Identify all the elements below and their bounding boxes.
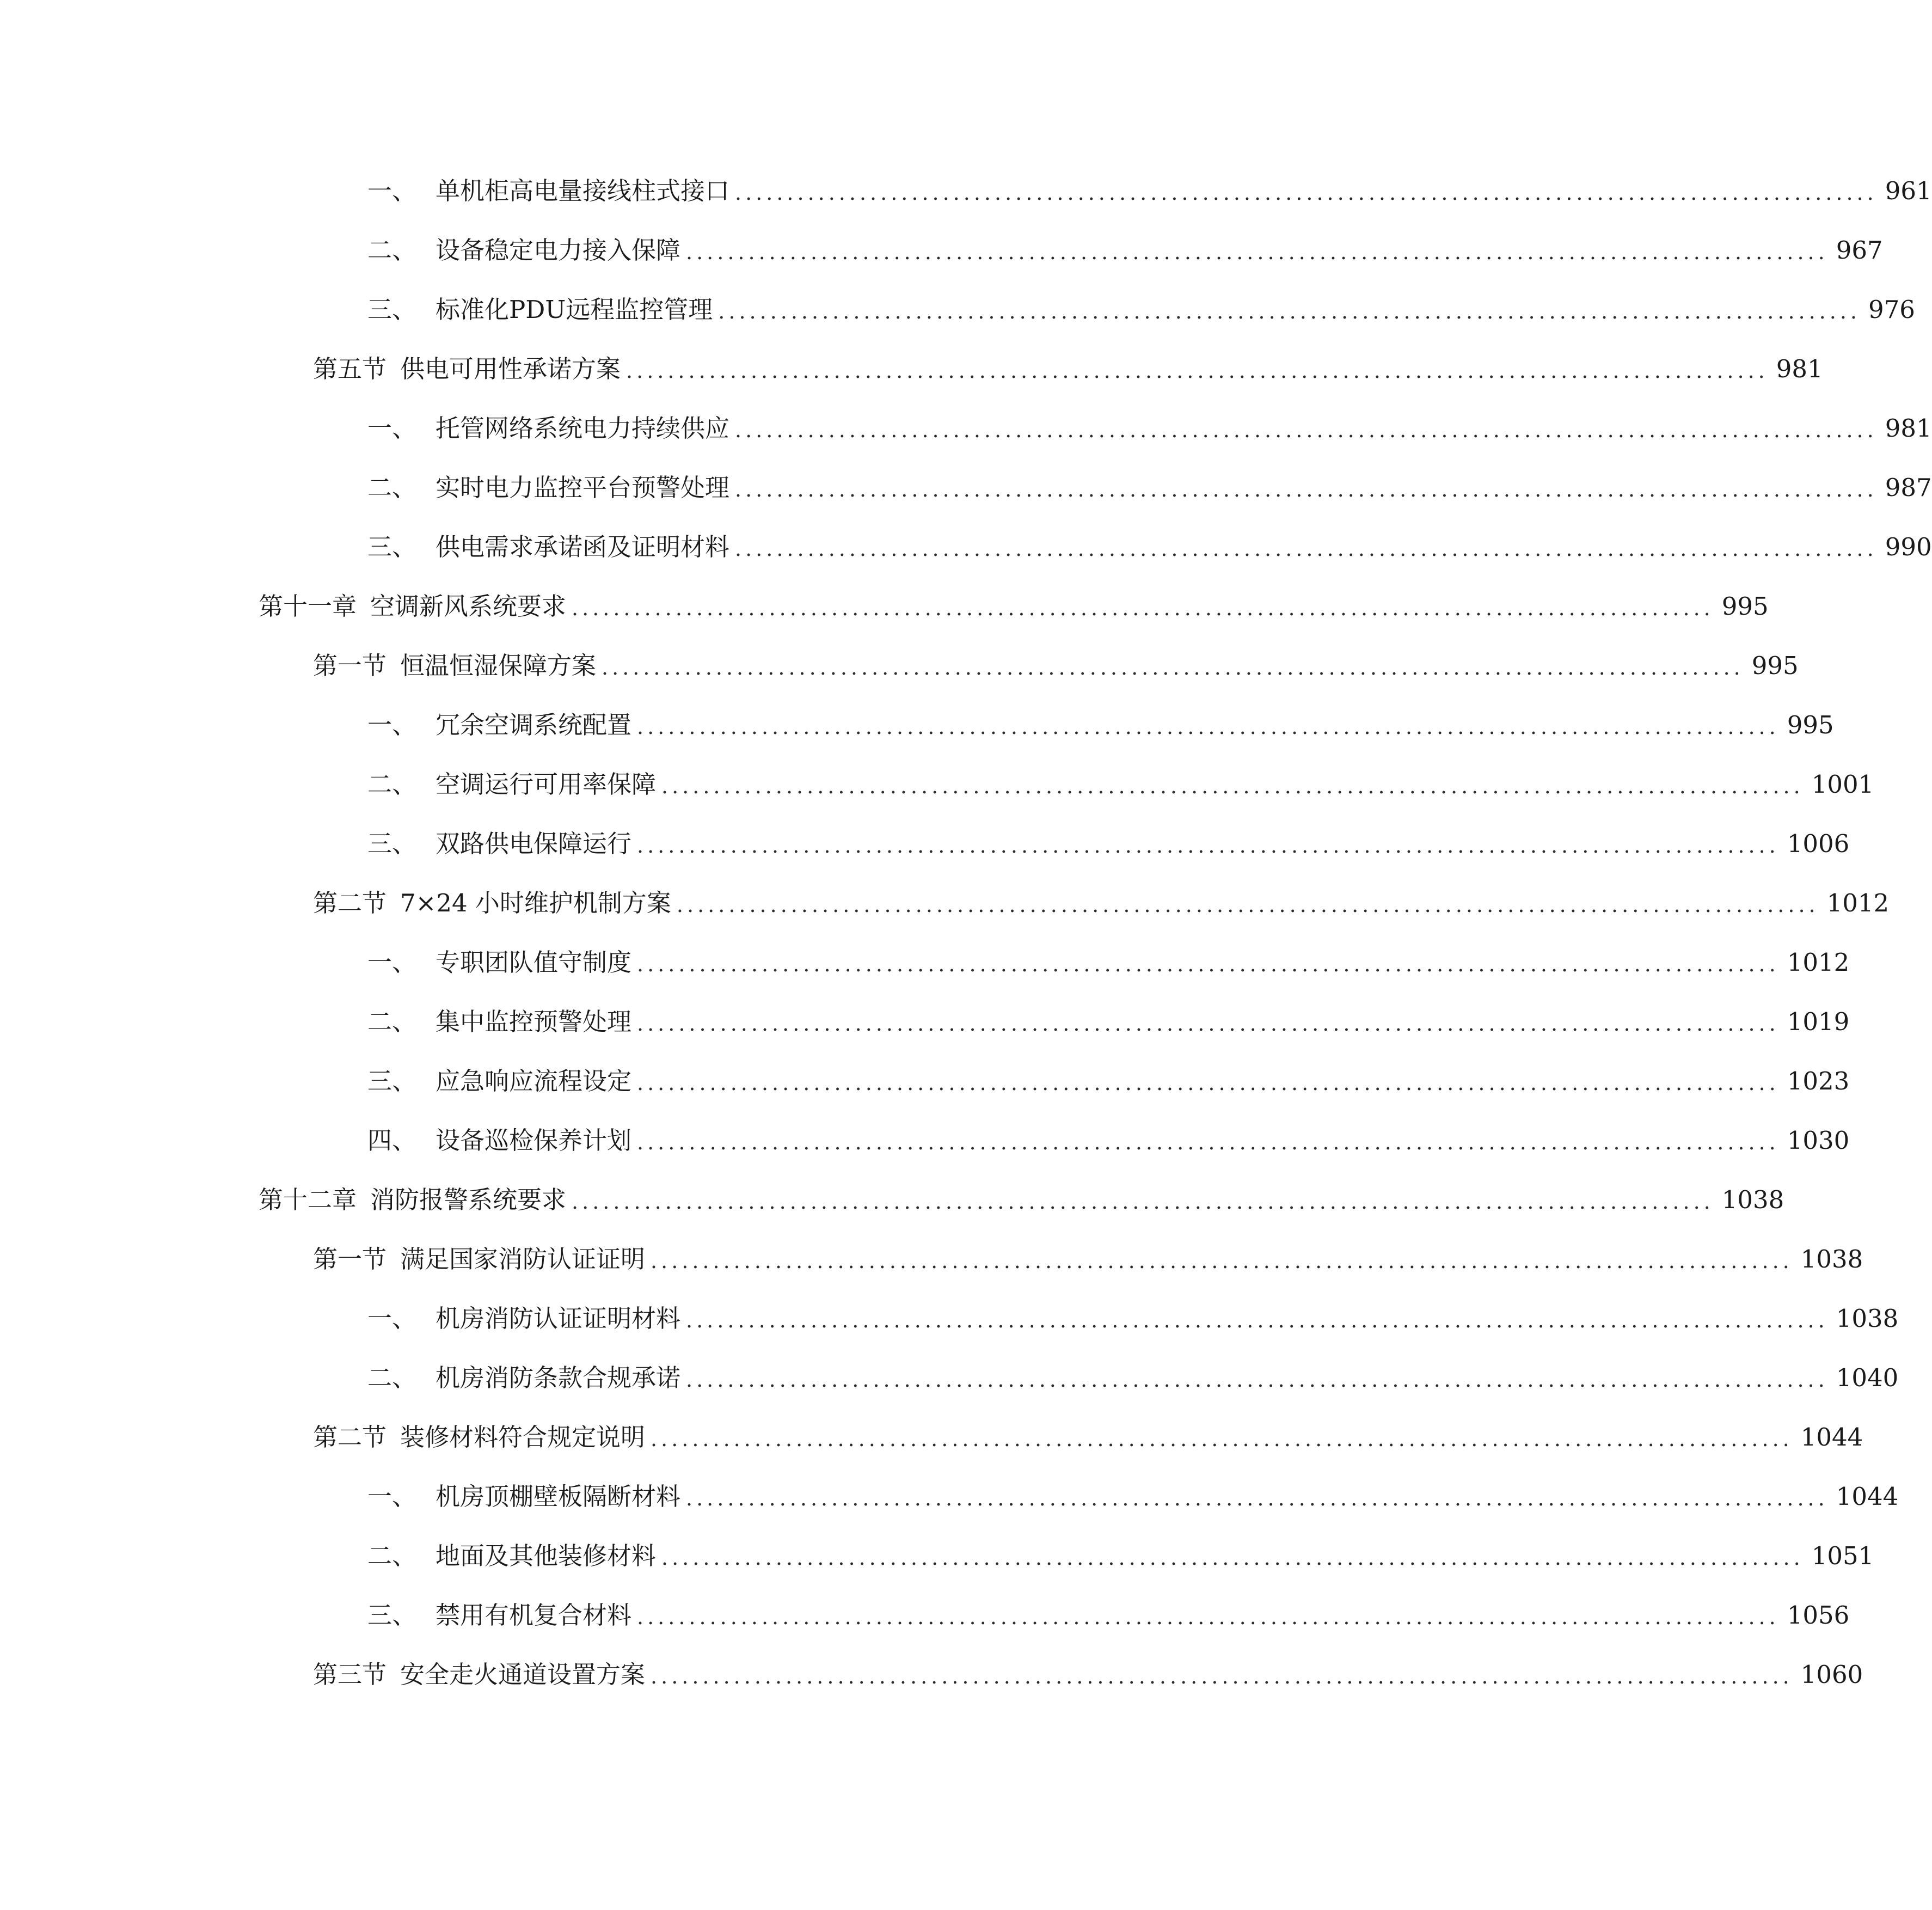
dot-leader: .............................................................................................................. bbox=[572, 1190, 1714, 1214]
toc-entry-number: 三、 bbox=[367, 829, 417, 858]
toc-entry-page: 1001 bbox=[1811, 769, 1874, 799]
toc-entry-title: 安全走火通道设置方案 bbox=[400, 1660, 646, 1689]
dot-leader: .............................................................................................................. bbox=[637, 1605, 1780, 1629]
dot-leader: .............................................................................................................. bbox=[686, 1308, 1829, 1332]
toc-entry-number: 四、 bbox=[367, 1125, 417, 1155]
toc-entry-page: 1044 bbox=[1800, 1422, 1863, 1452]
toc-entry-title: 恒温恒湿保障方案 bbox=[400, 651, 597, 680]
toc-entry[interactable] bbox=[259, 584, 1769, 628]
toc-entry-page: 1012 bbox=[1826, 888, 1890, 917]
toc-entry[interactable] bbox=[313, 1237, 1863, 1281]
dot-leader: .............................................................................................................. bbox=[735, 181, 1878, 205]
dot-leader: .............................................................................................................. bbox=[718, 299, 1861, 323]
toc-entry-page: 1019 bbox=[1787, 1007, 1850, 1036]
toc-entry-title: 空调新风系统要求 bbox=[370, 591, 567, 621]
dot-leader: .............................................................................................................. bbox=[572, 596, 1714, 620]
toc-entry[interactable] bbox=[313, 1652, 1863, 1696]
toc-entry-page: 1012 bbox=[1787, 947, 1850, 977]
toc-entry-title: 实时电力监控平台预警处理 bbox=[436, 473, 730, 502]
toc-entry-number: 一、 bbox=[367, 947, 417, 977]
dot-leader: .............................................................................................................. bbox=[626, 359, 1769, 383]
toc-entry[interactable] bbox=[259, 1178, 1784, 1221]
toc-entry[interactable] bbox=[367, 1593, 1850, 1637]
toc-entry-page: 995 bbox=[1751, 651, 1799, 680]
toc-entry[interactable] bbox=[367, 169, 1932, 212]
toc-entry-title: 专职团队值守制度 bbox=[436, 947, 632, 977]
toc-entry-number: 第一节 bbox=[313, 1244, 387, 1274]
toc-entry-number: 三、 bbox=[367, 295, 417, 324]
toc-entry-page: 981 bbox=[1776, 354, 1823, 383]
toc-entry[interactable] bbox=[367, 822, 1850, 865]
toc-entry[interactable] bbox=[367, 1296, 1899, 1340]
toc-entry-page: 981 bbox=[1885, 413, 1932, 443]
dot-leader: .............................................................................................................. bbox=[735, 418, 1878, 442]
toc-entry-title: 设备稳定电力接入保障 bbox=[436, 235, 681, 265]
dot-leader: .............................................................................................................. bbox=[661, 1546, 1804, 1570]
toc-entry-number: 二、 bbox=[367, 1007, 417, 1036]
toc-entry-page: 967 bbox=[1836, 235, 1883, 265]
toc-entry-title: 应急响应流程设定 bbox=[436, 1066, 632, 1095]
toc-entry-page: 990 bbox=[1885, 532, 1932, 561]
toc-entry-page: 1060 bbox=[1800, 1660, 1863, 1689]
toc-entry-page: 1030 bbox=[1787, 1125, 1850, 1155]
toc-entry-title: 设备巡检保养计划 bbox=[436, 1125, 632, 1155]
toc-entry[interactable] bbox=[367, 228, 1883, 272]
toc-entry-page: 1044 bbox=[1836, 1482, 1899, 1511]
toc-entry-number: 二、 bbox=[367, 235, 417, 265]
dot-leader: .............................................................................................................. bbox=[651, 1664, 1793, 1688]
toc-entry-title: 空调运行可用率保障 bbox=[436, 769, 657, 799]
toc-entry-page: 1056 bbox=[1787, 1600, 1850, 1630]
toc-entry[interactable] bbox=[313, 644, 1799, 687]
toc-entry[interactable] bbox=[367, 406, 1932, 450]
toc-entry-title: 机房消防认证证明材料 bbox=[436, 1303, 681, 1333]
toc-entry[interactable] bbox=[367, 1000, 1850, 1043]
toc-entry-number: 二、 bbox=[367, 1363, 417, 1392]
toc-entry-page: 1006 bbox=[1787, 829, 1850, 858]
toc-entry-number: 第二节 bbox=[313, 888, 387, 917]
toc-entry-number: 第三节 bbox=[313, 1660, 387, 1689]
dot-leader: .............................................................................................................. bbox=[637, 1130, 1780, 1154]
toc-entry[interactable] bbox=[367, 1356, 1899, 1399]
toc-entry[interactable] bbox=[367, 940, 1850, 984]
toc-entry-page: 976 bbox=[1868, 295, 1915, 324]
toc-entry-number: 一、 bbox=[367, 1482, 417, 1511]
dot-leader: .............................................................................................................. bbox=[735, 537, 1878, 561]
toc-entry-page: 1023 bbox=[1787, 1066, 1850, 1095]
dot-leader: .............................................................................................................. bbox=[661, 774, 1804, 798]
toc-entry[interactable] bbox=[367, 1534, 1874, 1577]
toc-entry-title: 集中监控预警处理 bbox=[436, 1007, 632, 1036]
toc-entry-title: 禁用有机复合材料 bbox=[436, 1600, 632, 1630]
toc-entry-page: 995 bbox=[1787, 710, 1834, 739]
dot-leader: .............................................................................................................. bbox=[651, 1249, 1793, 1273]
dot-leader: .............................................................................................................. bbox=[651, 1427, 1793, 1451]
toc-entry-number: 第十二章 bbox=[259, 1185, 357, 1214]
dot-leader: .............................................................................................................. bbox=[686, 240, 1829, 264]
toc-entry[interactable] bbox=[367, 525, 1932, 568]
dot-leader: .............................................................................................................. bbox=[637, 1071, 1780, 1095]
toc-entry-page: 1038 bbox=[1721, 1185, 1784, 1214]
toc-entry-title: 机房消防条款合规承诺 bbox=[436, 1363, 681, 1392]
toc-entry-number: 第二节 bbox=[313, 1422, 387, 1452]
toc-entry-number: 一、 bbox=[367, 413, 417, 443]
toc-entry-title: 标准化PDU远程监控管理 bbox=[436, 295, 713, 324]
toc-entry-number: 一、 bbox=[367, 710, 417, 739]
dot-leader: .............................................................................................................. bbox=[637, 952, 1780, 976]
toc-entry-title: 机房顶棚壁板隔断材料 bbox=[436, 1482, 681, 1511]
dot-leader: .............................................................................................................. bbox=[637, 834, 1780, 858]
toc-entry-page: 1040 bbox=[1836, 1363, 1899, 1392]
dot-leader: .............................................................................................................. bbox=[686, 1368, 1829, 1392]
toc-entry[interactable] bbox=[367, 287, 1915, 331]
toc-entry-page: 961 bbox=[1885, 176, 1932, 205]
toc-entry-title: 装修材料符合规定说明 bbox=[400, 1422, 646, 1452]
toc-entry-page: 1038 bbox=[1836, 1303, 1899, 1333]
toc-entry-number: 第五节 bbox=[313, 354, 387, 383]
toc-entry-page: 987 bbox=[1885, 473, 1932, 502]
toc-entry[interactable] bbox=[313, 347, 1823, 390]
toc-entry[interactable] bbox=[367, 466, 1932, 509]
toc-entry-page: 1051 bbox=[1811, 1541, 1874, 1570]
toc-entry[interactable] bbox=[313, 881, 1890, 925]
toc-entry-title: 供电可用性承诺方案 bbox=[400, 354, 621, 383]
toc-entry-title: 满足国家消防认证证明 bbox=[400, 1244, 646, 1274]
dot-leader: .............................................................................................................. bbox=[735, 478, 1878, 501]
toc-entry-title: 7×24 小时维护机制方案 bbox=[400, 888, 671, 917]
dot-leader: .............................................................................................................. bbox=[676, 893, 1819, 917]
toc-entry-title: 冗余空调系统配置 bbox=[436, 710, 632, 739]
toc-entry-number: 第一节 bbox=[313, 651, 387, 680]
toc-entry-page: 995 bbox=[1721, 591, 1769, 621]
toc-entry[interactable] bbox=[367, 1474, 1899, 1518]
toc-entry-number: 三、 bbox=[367, 1066, 417, 1095]
toc-entry[interactable] bbox=[313, 1415, 1863, 1459]
toc-entry-title: 单机柜高电量接线柱式接口 bbox=[436, 176, 730, 205]
dot-leader: .............................................................................................................. bbox=[686, 1486, 1829, 1510]
toc-entry[interactable] bbox=[367, 703, 1834, 746]
toc-entry-title: 地面及其他装修材料 bbox=[436, 1541, 657, 1570]
toc-entry-number: 二、 bbox=[367, 769, 417, 799]
dot-leader: .............................................................................................................. bbox=[637, 1012, 1780, 1036]
toc-entry-title: 托管网络系统电力持续供应 bbox=[436, 413, 730, 443]
toc-entry-title: 供电需求承诺函及证明材料 bbox=[436, 532, 730, 561]
toc-entry-page: 1038 bbox=[1800, 1244, 1863, 1274]
dot-leader: .............................................................................................................. bbox=[637, 715, 1780, 739]
toc-entry-number: 三、 bbox=[367, 1600, 417, 1630]
toc-entry-number: 一、 bbox=[367, 1303, 417, 1333]
toc-entry-number: 第十一章 bbox=[259, 591, 357, 621]
toc-entry-number: 二、 bbox=[367, 473, 417, 502]
toc-entry[interactable] bbox=[367, 1059, 1850, 1103]
toc-entry[interactable] bbox=[367, 762, 1874, 806]
toc-entry-number: 一、 bbox=[367, 176, 417, 205]
toc-entry-title: 消防报警系统要求 bbox=[370, 1185, 567, 1214]
toc-entry-number: 三、 bbox=[367, 532, 417, 561]
dot-leader: .............................................................................................................. bbox=[602, 656, 1744, 679]
toc-entry-title: 双路供电保障运行 bbox=[436, 829, 632, 858]
toc-entry-number: 二、 bbox=[367, 1541, 417, 1570]
toc-entry[interactable] bbox=[367, 1118, 1850, 1162]
